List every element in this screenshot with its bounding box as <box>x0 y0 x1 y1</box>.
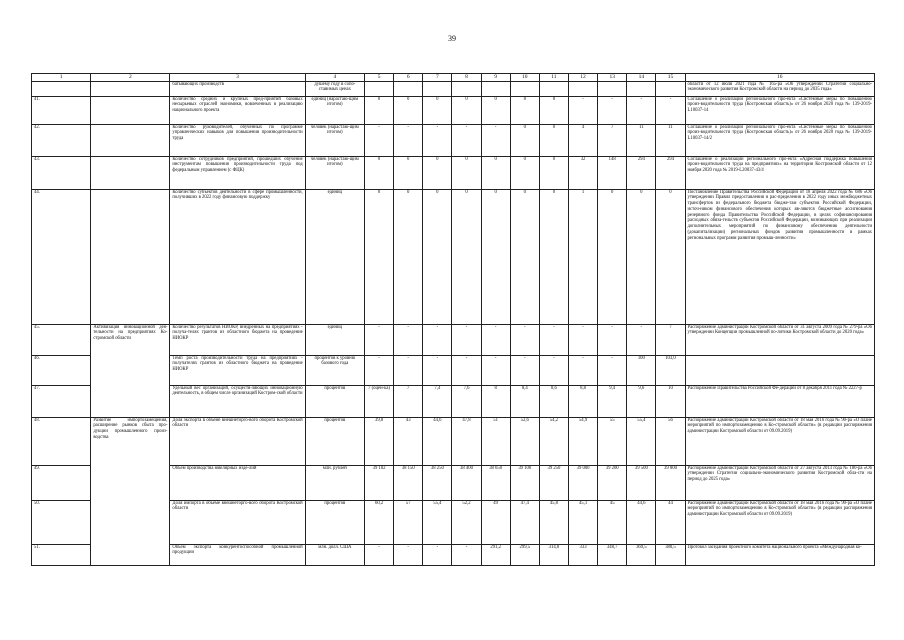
indicator-cell: Количество субъектов деятельности в сфере промышленности, получивших в 2022 году финансовую поддержку <box>170 189 305 324</box>
indicator-cell: Количество средних и крупных пред-приятий базовых несырьевых отраслей экономики, вовлеченных в реализацию национального проекта <box>170 96 305 124</box>
row-number-cell: 45. <box>32 324 91 355</box>
value-cell: 0 <box>510 189 539 324</box>
value-cell: 44,6 <box>627 500 656 544</box>
value-cell: 8 <box>539 96 568 124</box>
value-cell: 4 <box>568 124 597 156</box>
value-cell: 8 <box>510 96 539 124</box>
unit-cell: процентов <box>305 500 364 544</box>
indicator-cell: Удельный вес организаций, осуществ-ляющих инновационную деятельность, в общем числе организаций Костром-ской области <box>170 385 305 417</box>
value-cell: 0 <box>598 189 627 324</box>
value-cell: 0 <box>656 189 685 324</box>
source-cell: Распоряжение администрации Костромской области от 18 мая 2016 года № 90-ра «О плане мероприятий по импортозамещению в Ко-стромской области» (в редакции распоряжения администрации Костромской области от 09.09.2019) <box>685 417 874 465</box>
indicator-cell: Количество результатов НИОКР, внедренных на предприятиях - получа-телях грантов из областного бюджета на проведение НИОКР <box>170 324 305 355</box>
goal-cell <box>91 189 170 324</box>
source-cell: Протокол заседания проектного комитета национального проекта «Международная ко- <box>685 544 874 565</box>
value-cell: 7 <box>656 324 685 355</box>
value-cell: 11 <box>627 124 656 156</box>
row-number-cell: 49. <box>32 465 91 500</box>
row-number-cell: 50. <box>32 500 91 544</box>
value-cell: - <box>365 544 394 565</box>
value-cell <box>452 81 481 96</box>
value-cell <box>394 81 423 96</box>
value-cell: - <box>423 355 452 385</box>
unit-cell: человек (нарастаю-щим итогом) <box>305 156 364 189</box>
header-cell: 9 <box>481 74 510 82</box>
value-cell: 10 <box>656 385 685 417</box>
indicator-cell: Доля импорта в объеме внешнеторго-вого оборота Костромской области <box>170 500 305 544</box>
value-cell: - <box>627 96 656 124</box>
value-cell: - <box>481 355 510 385</box>
value-cell: 8,4 <box>510 385 539 417</box>
value-cell: - <box>394 355 423 385</box>
value-cell <box>365 81 394 96</box>
value-cell <box>481 81 510 96</box>
indicator-cell: Темп роста производительности труда на предприятиях - получателях грантов из областного бюджета на проведение НИОКР <box>170 355 305 385</box>
value-cell: 0 <box>394 189 423 324</box>
value-cell: 52,6 <box>510 417 539 465</box>
value-cell: - <box>394 124 423 156</box>
value-cell: 0 <box>452 189 481 324</box>
value-cell: 0 <box>394 156 423 189</box>
value-cell: - <box>452 324 481 355</box>
value-cell: 57 <box>394 500 423 544</box>
unit-cell: душему году в сопо-ставимых ценах <box>305 81 364 96</box>
value-cell: 38 400 <box>452 465 481 500</box>
source-cell: Соглашение о реализации регионального про-екта «Системные меры по повышению произ-водительности труда (Костромская область)» от 26 ноября 2020 года № 139-2019-L10037-14/2 <box>685 124 874 156</box>
value-cell: - <box>452 544 481 565</box>
value-cell: 0 <box>423 189 452 324</box>
value-cell: 0 <box>539 156 568 189</box>
source-cell: Соглашение о реализации регионального про-екта «Системные меры по повышению произ-водительности труда (Костромская область)» от 26 ноября 2020 года № 139-2019-L10037-14 <box>685 96 874 124</box>
goal-cell <box>91 81 170 96</box>
value-cell: 47,8 <box>452 417 481 465</box>
value-cell: - <box>656 96 685 124</box>
row-number-cell: 43. <box>32 156 91 189</box>
value-cell: 8,6 <box>539 385 568 417</box>
goal-cell: Развитие импортозамещения, расширение рынков сбыта про-дукции промышленного произ-водства <box>91 417 170 565</box>
value-cell: - <box>452 124 481 156</box>
goal-cell <box>91 124 170 156</box>
unit-cell: млн. долл. США <box>305 544 364 565</box>
value-cell: - <box>481 324 510 355</box>
value-cell: 0 <box>481 156 510 189</box>
value-cell: - <box>568 355 597 385</box>
value-cell: 7,6 <box>452 385 481 417</box>
value-cell: 38 150 <box>394 465 423 500</box>
value-cell: 39 000 <box>568 465 597 500</box>
source-cell: области от 12 июля 2021 года № 165-ра «Об утверждении Стратегии социально-экономического развития Костромской области на период до 2035 года» <box>685 81 874 96</box>
page-number: 39 <box>448 34 456 43</box>
header-cell: 11 <box>539 74 568 82</box>
row-number-cell <box>32 81 91 96</box>
value-cell: 45,1 <box>568 500 597 544</box>
value-cell: 0 <box>539 124 568 156</box>
table-row <box>32 96 875 124</box>
header-cell: 13 <box>598 74 627 82</box>
indicator-cell: батывающих производств <box>170 81 305 96</box>
source-cell <box>685 355 874 385</box>
value-cell: 148 <box>598 156 627 189</box>
value-cell: 43 <box>394 417 423 465</box>
source-cell: Распоряжение администрации Костромской области от 31 августа 2009 года № 279-ра «Об утверждении Концепции промышленной по-литики Костромской области до 2020 года» <box>685 324 874 355</box>
value-cell: - <box>365 124 394 156</box>
header-cell: 16 <box>685 74 874 82</box>
header-cell: 7 <box>423 74 452 82</box>
value-cell: 39 100 <box>510 465 539 500</box>
value-cell: 0 <box>510 124 539 156</box>
value-cell: 0 <box>394 96 423 124</box>
header-row <box>32 74 875 82</box>
unit-cell: человек (нарастаю-щим итогом) <box>305 124 364 156</box>
value-cell: 100 <box>627 355 656 385</box>
goal-cell <box>91 96 170 124</box>
value-cell: 44 <box>656 500 685 544</box>
row-number-cell: 48. <box>32 417 91 465</box>
value-cell: 7 <box>394 385 423 417</box>
header-cell: 4 <box>305 74 364 82</box>
value-cell: - <box>394 544 423 565</box>
unit-cell: процентов <box>305 385 364 417</box>
value-cell: 369,5 <box>627 544 656 565</box>
value-cell: 39 200 <box>598 465 627 500</box>
value-cell: 54,2 <box>539 417 568 465</box>
value-cell <box>423 81 452 96</box>
value-cell: - <box>568 96 597 124</box>
value-cell: 39 250 <box>539 465 568 500</box>
header-cell: 8 <box>452 74 481 82</box>
value-cell: 0 <box>365 156 394 189</box>
indicator-cell: Объем производства ювелирных изде-лий <box>170 465 305 500</box>
value-cell: - <box>598 96 627 124</box>
value-cell: 299,5 <box>510 544 539 565</box>
table-row <box>32 189 875 324</box>
value-cell: 39 102 <box>365 465 394 500</box>
source-cell: Соглашение о реализации регионального про-екта «Адресная поддержка повышения произ-водительности труда на предприятиях» на территории Костромской области от 12 ноября 2020 года № 2019-L20037-43/4 <box>685 156 874 189</box>
table-row <box>32 156 875 189</box>
table-row <box>32 124 875 156</box>
value-cell: 0 <box>452 96 481 124</box>
value-cell: 294 <box>627 156 656 189</box>
value-cell: 55,4 <box>423 500 452 544</box>
value-cell <box>510 81 539 96</box>
value-cell: - <box>423 124 452 156</box>
value-cell: 0 <box>423 156 452 189</box>
value-cell: - <box>598 355 627 385</box>
value-cell: 39,8 <box>365 417 394 465</box>
value-cell: 0 <box>452 156 481 189</box>
value-cell <box>539 81 568 96</box>
goal-cell: Активизация инновационной дея-тельности на предприятиях Ко-стромской области <box>91 324 170 417</box>
value-cell: 348,7 <box>598 544 627 565</box>
value-cell: 38 650 <box>481 465 510 500</box>
header-cell: 3 <box>170 74 305 82</box>
value-cell: - <box>481 124 510 156</box>
value-cell: 56 <box>656 417 685 465</box>
value-cell: 51 <box>481 417 510 465</box>
value-cell: 39 800 <box>656 465 685 500</box>
value-cell: 55 <box>598 417 627 465</box>
value-cell: 0 <box>510 156 539 189</box>
value-cell <box>627 81 656 96</box>
value-cell: 0 <box>365 96 394 124</box>
value-cell: 52,2 <box>452 500 481 544</box>
value-cell: 1 <box>568 189 597 324</box>
unit-cell: единиц (нарастаю-щим итогом) <box>305 96 364 124</box>
unit-cell: единиц <box>305 189 364 324</box>
value-cell: 7 (оцен-ка) <box>365 385 394 417</box>
value-cell: 47,4 <box>510 500 539 544</box>
value-cell: 32 <box>568 156 597 189</box>
value-cell: 54,9 <box>568 417 597 465</box>
source-cell: Распоряжение администрации Костромской области от 18 мая 2016 года № 90-ра «О плане мероприятий по импортозамещению в Ко-стромской области» (в редакции распоряжения администрации Костромской области от 09.09.2019) <box>685 500 874 544</box>
value-cell: 8 <box>481 385 510 417</box>
table-row <box>32 81 875 96</box>
value-cell <box>568 81 597 96</box>
header-cell: 15 <box>656 74 685 82</box>
header-cell: 2 <box>91 74 170 82</box>
header-cell: 5 <box>365 74 394 82</box>
header-cell: 14 <box>627 74 656 82</box>
value-cell: - <box>423 324 452 355</box>
unit-cell: процентов <box>305 417 364 465</box>
header-cell: 10 <box>510 74 539 82</box>
value-cell: 45,8 <box>539 500 568 544</box>
value-cell <box>598 81 627 96</box>
value-cell: 8,8 <box>568 385 597 417</box>
value-cell: - <box>568 324 597 355</box>
value-cell: 0 <box>365 189 394 324</box>
value-cell: 314,8 <box>539 544 568 565</box>
row-number-cell: 41. <box>32 96 91 124</box>
table-row <box>32 417 875 465</box>
unit-cell: процентов к уровню базового года <box>305 355 364 385</box>
value-cell: 55,4 <box>627 417 656 465</box>
unit-cell: единиц <box>305 324 364 355</box>
value-cell: 333 <box>568 544 597 565</box>
value-cell: - <box>627 324 656 355</box>
value-cell: - <box>365 355 394 385</box>
value-cell: 9,4 <box>598 385 627 417</box>
value-cell: - <box>452 355 481 385</box>
indicators-table <box>31 73 875 566</box>
value-cell: 294 <box>656 156 685 189</box>
value-cell: 49 <box>481 500 510 544</box>
value-cell: 0 <box>539 189 568 324</box>
row-number-cell: 47. <box>32 385 91 417</box>
value-cell: - <box>598 324 627 355</box>
row-number-cell: 51. <box>32 544 91 565</box>
value-cell: 103,0 <box>656 355 685 385</box>
value-cell: 39 500 <box>627 465 656 500</box>
value-cell: 44,6 <box>423 417 452 465</box>
table-row <box>32 324 875 355</box>
indicator-cell: Количество руководителей, обученных по программе управленческих навыков для повышения производительности труда <box>170 124 305 156</box>
row-number-cell: 44. <box>32 189 91 324</box>
value-cell: 38 250 <box>423 465 452 500</box>
value-cell: 0 <box>627 189 656 324</box>
value-cell: 11 <box>656 124 685 156</box>
value-cell: - <box>539 324 568 355</box>
header-cell: 12 <box>568 74 597 82</box>
value-cell: - <box>394 324 423 355</box>
unit-cell: млн. рублей <box>305 465 364 500</box>
value-cell: 7,4 <box>423 385 452 417</box>
value-cell: 0 <box>481 189 510 324</box>
goal-cell <box>91 156 170 189</box>
source-cell: Распоряжение администрации Костромской области от 27 августа 2013 года № 180-ра «Об утверждении Стратегии социально-экономического развития Костромской обла-сти на период до 2025 года» <box>685 465 874 500</box>
header-cell: 6 <box>394 74 423 82</box>
value-cell: 60,2 <box>365 500 394 544</box>
source-cell: Распоряжение Правительства Российской Фе-дерации от 8 декабря 2011 года № 2227-р <box>685 385 874 417</box>
indicator-cell: Объем экспорта конкурентоспособной промышленной продукции <box>170 544 305 565</box>
value-cell: - <box>423 544 452 565</box>
value-cell: 45 <box>598 500 627 544</box>
value-cell <box>656 81 685 96</box>
value-cell: 7 <box>598 124 627 156</box>
value-cell: - <box>510 324 539 355</box>
value-cell: 0 <box>423 96 452 124</box>
header-cell: 1 <box>32 74 91 82</box>
row-number-cell: 42. <box>32 124 91 156</box>
value-cell: - <box>365 324 394 355</box>
source-cell: Постановление Правительства Российской Федерации от 18 апреля 2022 года № 686 «Об утверждении Правил предоставления и рас-пределения в 2022 году иных межбюджетных трансфертов из федерального бюджета бюдже-там субъектов Российской Федерации, источ-ником финансового обеспечения которых яв-ляются бюджетные ассигнования резервного фонда Правительства Российской Федерации, в целях софинансирования расходных обяза-тельств субъектов Российской Федерации, возникающих при реализации дополнительных мероприятий по финансовому обеспечению деятельности (докапитализации) региональных фондов развития промышленности в рамках региональных программ развития промыш-ленности» <box>685 189 874 324</box>
value-cell: - <box>539 355 568 385</box>
value-cell: 380,5 <box>656 544 685 565</box>
value-cell: 9,6 <box>627 385 656 417</box>
value-cell: 0 <box>481 96 510 124</box>
indicator-cell: Количество сотрудников предприятий, прошедших обучение инструментам повышения производительности труда под федеральным управлением (с ФЦК) <box>170 156 305 189</box>
value-cell: - <box>510 355 539 385</box>
value-cell: 291,2 <box>481 544 510 565</box>
row-number-cell: 46. <box>32 355 91 385</box>
indicator-cell: Доля экспорта в объеме внешнеторго-вого оборота Костромской области <box>170 417 305 465</box>
